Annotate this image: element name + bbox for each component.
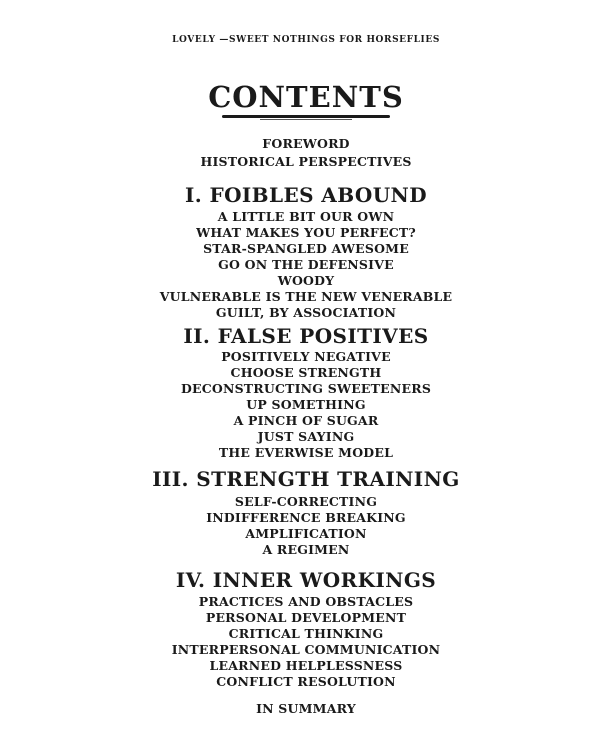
toc-entry[interactable]: POSITIVELY NEGATIVE — [221, 349, 391, 364]
toc-entry[interactable]: STAR-SPANGLED AWESOME — [203, 241, 409, 256]
toc-entry[interactable]: GUILT, BY ASSOCIATION — [215, 305, 397, 320]
toc-entry[interactable]: VULNERABLE IS THE NEW VENERABLE — [159, 289, 453, 304]
toc-entry[interactable]: CHOOSE STRENGTH — [230, 365, 382, 380]
toc-entry[interactable]: JUST SAYING — [257, 429, 355, 444]
title-underline — [222, 115, 390, 118]
toc-entry[interactable]: A PINCH OF SUGAR — [233, 413, 379, 428]
toc-entry[interactable]: DECONSTRUCTING SWEETENERS — [180, 381, 432, 396]
toc-entry[interactable]: GO ON THE DEFENSIVE — [218, 257, 394, 272]
toc-entry[interactable]: LEARNED HELPLESSNESS — [209, 658, 403, 673]
toc-entry-foreword[interactable]: FOREWORD — [262, 136, 350, 151]
toc-entry[interactable]: PERSONAL DEVELOPMENT — [205, 610, 407, 625]
title-underline-accent — [260, 119, 352, 120]
running-header: LOVELY —SWEET NOTHINGS FOR HORSEFLIES — [172, 35, 440, 45]
toc-entry[interactable]: CRITICAL THINKING — [228, 626, 384, 641]
toc-entry[interactable]: AMPLIFICATION — [245, 526, 367, 541]
toc-section-heading-2[interactable]: II. FALSE POSITIVES — [183, 324, 429, 348]
toc-section-heading-1[interactable]: I. FOIBLES ABOUND — [185, 183, 427, 207]
toc-entry[interactable]: A LITTLE BIT OUR OWN — [217, 209, 395, 224]
toc-entry[interactable]: CONFLICT RESOLUTION — [216, 674, 396, 689]
toc-entry[interactable]: WOODY — [277, 273, 335, 288]
page-title: CONTENTS — [208, 80, 404, 114]
toc-entry[interactable]: UP SOMETHING — [246, 397, 366, 412]
toc-section-heading-3[interactable]: III. STRENGTH TRAINING — [152, 467, 460, 491]
toc-entry[interactable]: INDIFFERENCE BREAKING — [206, 510, 406, 525]
toc-entry[interactable]: A REGIMEN — [262, 542, 350, 557]
toc-entry-in-summary[interactable]: IN SUMMARY — [256, 701, 356, 716]
toc-entry[interactable]: PRACTICES AND OBSTACLES — [198, 594, 414, 609]
toc-entry[interactable]: WHAT MAKES YOU PERFECT? — [196, 225, 416, 240]
toc-entry-historical-perspectives[interactable]: HISTORICAL PERSPECTIVES — [200, 154, 412, 169]
toc-section-heading-4[interactable]: IV. INNER WORKINGS — [175, 568, 437, 592]
toc-entry[interactable]: INTERPERSONAL COMMUNICATION — [171, 642, 441, 657]
toc-entry[interactable]: SELF-CORRECTING — [234, 494, 378, 509]
toc-entry[interactable]: THE EVERWISE MODEL — [218, 445, 394, 460]
